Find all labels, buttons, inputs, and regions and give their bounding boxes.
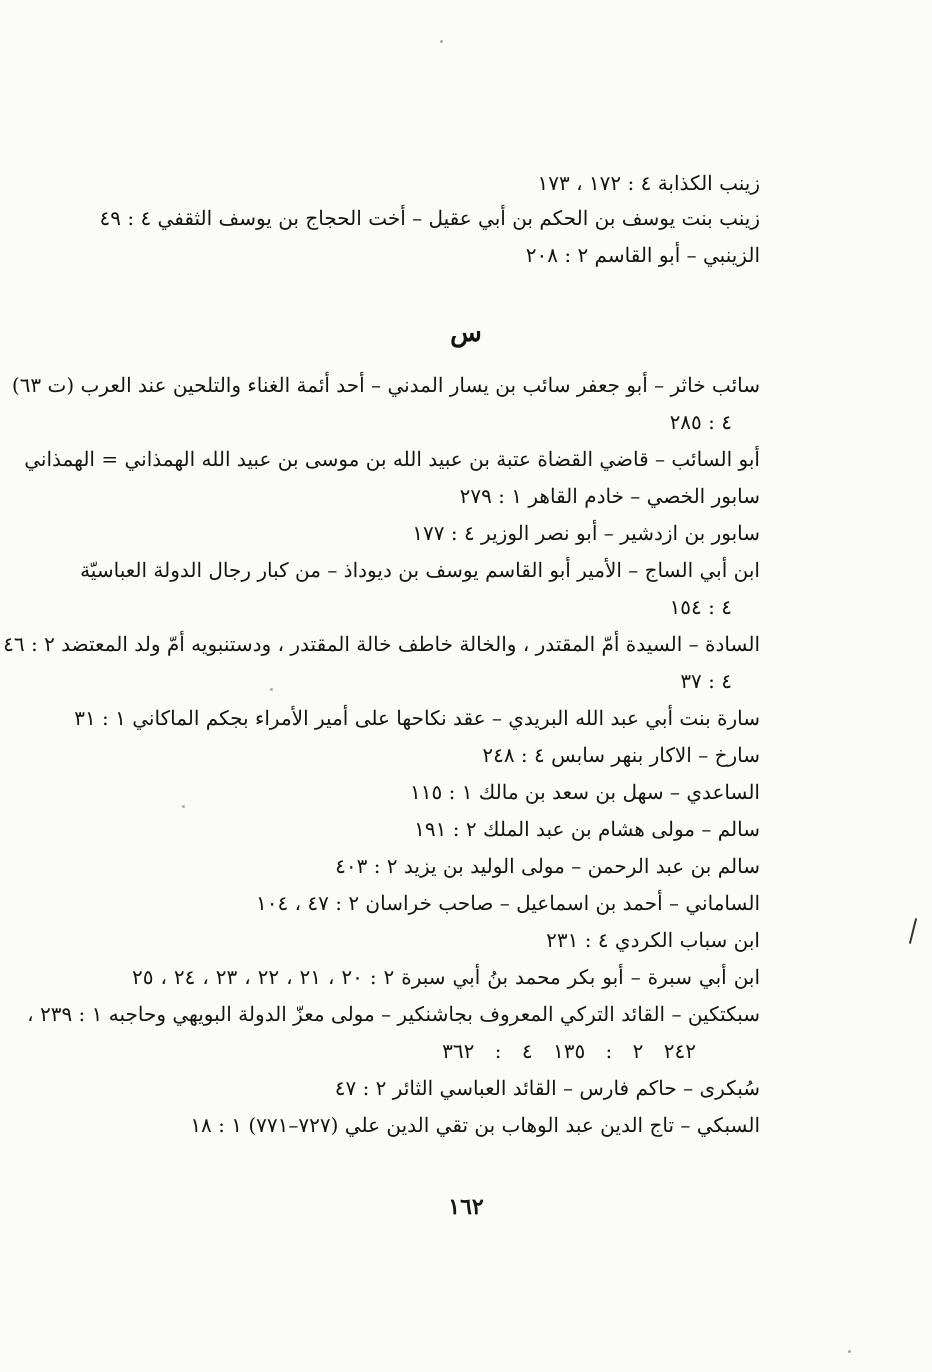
paper-speck — [182, 805, 185, 808]
paper-speck — [440, 40, 443, 43]
index-entry: زينب الكذابة ٤ : ١٧٢ ، ١٧٣ — [537, 171, 760, 195]
paper-speck — [848, 1350, 851, 1353]
section-letter: س — [450, 318, 482, 348]
index-entry: سُبكرى – حاكم فارس – القائد العباسي الثائر ٢ : ٤٧ — [334, 1076, 760, 1100]
index-entry: سارخ – الاكار بنهر سابس ٤ : ٢٤٨ — [482, 743, 760, 767]
index-entry: سالم – مولى هشام بن عبد الملك ٢ : ١٩١ — [414, 817, 760, 841]
index-entry: السبكي – تاج الدين عبد الوهاب بن تقي الدين علي (٧٢٧–٧٧١) ١ : ١٨ — [190, 1113, 760, 1137]
index-entry: الساعدي – سهل بن سعد بن مالك ١ : ١١٥ — [410, 780, 760, 804]
index-entry: سابور الخصي – خادم القاهر ١ : ٢٧٩ — [459, 484, 760, 508]
index-entry: الساماني – أحمد بن اسماعيل – صاحب خراسان ٢ : ٤٧ ، ١٠٤ — [255, 891, 760, 915]
index-entry: السادة – السيدة أمّ المقتدر ، والخالة خاطف خالة المقتدر ، ودستنبويه أمّ ولد المعتضد ٢ : ٤٦ — [3, 632, 760, 656]
index-entry-continuation: ٤ : ٢٨٥ — [669, 410, 732, 434]
margin-mark — [909, 918, 917, 944]
index-entry: ابن أبي سبرة – أبو بكر محمد بنُ أبي سبرة ٢ : ٢٠ ، ٢١ ، ٢٢ ، ٢٣ ، ٢٤ ، ٢٥ — [132, 965, 761, 989]
index-entry: سابور بن ازدشير – أبو نصر الوزير ٤ : ١٧٧ — [412, 521, 760, 545]
index-entry: سارة بنت أبي عبد الله البريدي – عقد نكاحها على أمير الأمراء بجكم الماكاني ١ : ٣١ — [74, 706, 760, 730]
page-number: ١٦٢ — [448, 1194, 484, 1220]
index-entry: ابن أبي الساج – الأمير أبو القاسم يوسف بن ديوداذ – من كبار رجال الدولة العباسيّة — [80, 558, 760, 582]
paper-speck — [270, 688, 273, 691]
index-entry-continuation: ٤ : ٣٧ — [680, 669, 732, 693]
index-entry: سبكتكين – القائد التركي المعروف بجاشنكير – مولى معزّ الدولة البويهي وحاجبه ١ : ٢٣٩ ، — [27, 1002, 760, 1026]
index-entry: سائب خاثر – أبو جعفر سائب بن يسار المدني – أحد أئمة الغناء والتلحين عند العرب (ت ٦٣) — [11, 373, 760, 397]
index-entry: زينب بنت يوسف بن الحكم بن أبي عقيل – أخت الحجاج بن يوسف الثقفي ٤ : ٤٩ — [99, 206, 760, 230]
index-entry: سالم بن عبد الرحمن – مولى الوليد بن يزيد ٢ : ٤٠٣ — [335, 854, 760, 878]
index-entry: الزينبي – أبو القاسم ٢ : ٢٠٨ — [525, 243, 760, 267]
index-entry-continuation: ٢٤٢ ٢ : ١٣٥ ٤ : ٣٦٢ — [442, 1039, 696, 1063]
index-entry: ابن سباب الكردي ٤ : ٢٣١ — [546, 928, 760, 952]
index-entry: أبو السائب – قاضي القضاة عتبة بن عبيد الله بن موسى بن عبيد الله الهمذاني = الهمذاني — [24, 447, 760, 471]
index-entry-continuation: ٤ : ١٥٤ — [669, 595, 732, 619]
